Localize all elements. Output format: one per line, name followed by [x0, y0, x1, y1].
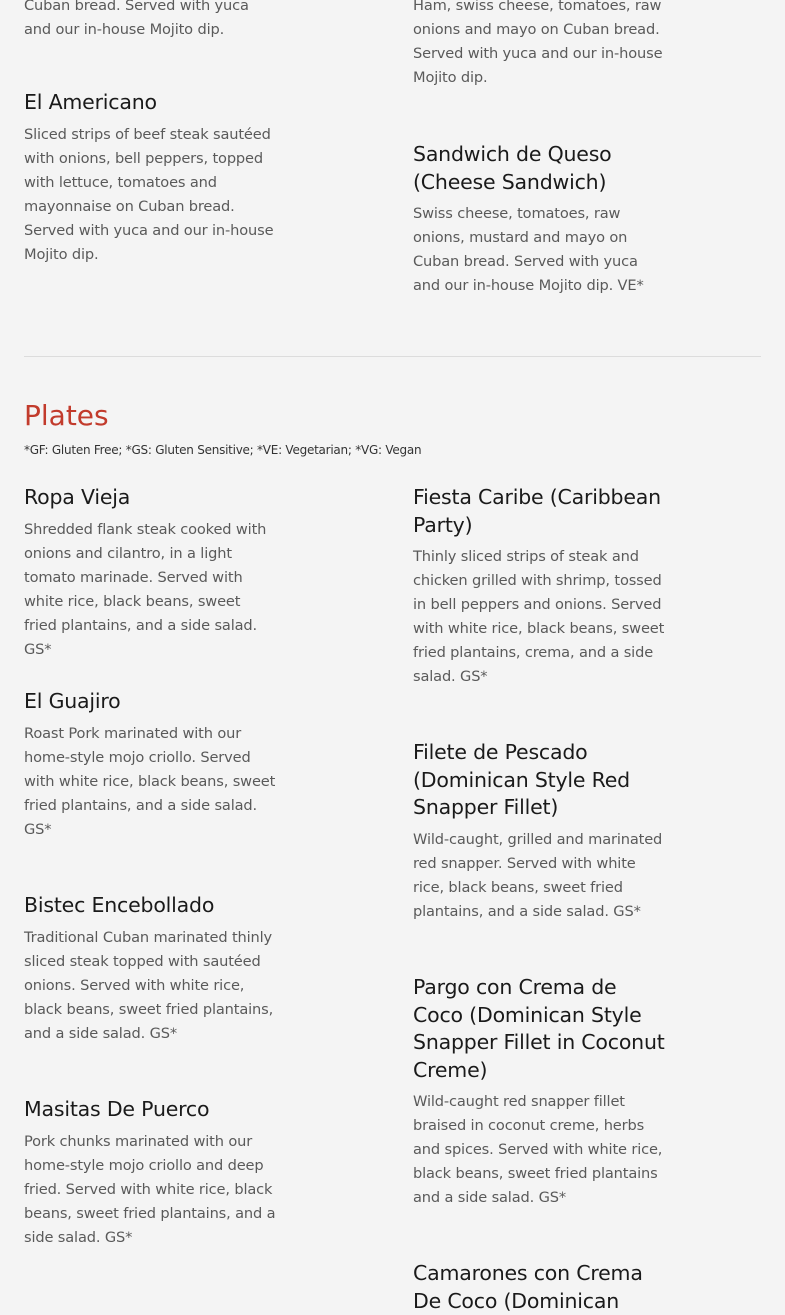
dietary-legend: *GF: Gluten Free; *GS: Gluten Sensitive; *VE: Vegetarian; *VG: Vegan [24, 443, 422, 457]
menu-item-el-guajiro [24, 688, 276, 842]
menu-item-title: Fiesta Caribe (Caribbean Party) [413, 485, 661, 537]
menu-item-title: Filete de Pescado (Dominican Style Red Snapper Fillet) [413, 740, 630, 819]
menu-item-description: Wild-caught, grilled and marinated red snapper. Served with white rice, black beans, sweet fried plantains, and a side salad. GS* [413, 830, 663, 920]
menu-item-description: Roast Pork marinated with our home-style mojo criollo. Served with white rice, black beans, sweet fried plantains, and a side salad. GS* [24, 724, 276, 838]
section-title-plates: Plates [24, 399, 109, 432]
menu-item-sandwich-de-queso [413, 141, 665, 298]
menu-item-title: Masitas De Puerco [24, 1097, 210, 1121]
menu-item-description: Shredded flank steak cooked with onions and cilantro, in a light tomato marinade. Served with white rice, black beans, sweet fried plantains, and a side salad. GS* [24, 520, 267, 658]
menu-item-description: Thinly sliced strips of steak and chicken grilled with shrimp, tossed in bell peppers and onions. Served with white rice, black beans, sweet fried plantains, crema, and a side salad. GS* [413, 548, 665, 685]
menu-item-description: Wild-caught red snapper fillet braised in coconut creme, herbs and spices. Served with white rice, black beans, sweet fried plantains and a side salad. GS* [413, 1093, 663, 1206]
menu-item-title: Camarones con Crema De Coco (Dominican [413, 1261, 643, 1313]
menu-item-bistec-encebollado [24, 892, 276, 1046]
menu-item-description: Sliced strips of beef steak sautéed with onions, bell peppers, topped with lettuce, tomatoes and mayonnaise on Cuban bread. Served with yuca and our in-house Mojito dip. [24, 125, 274, 263]
menu-item-title: Pargo con Crema de Coco (Dominican Style Snapper Fillet in Coconut Creme) [413, 975, 665, 1082]
menu-item-masitas-de-puerco [24, 1096, 276, 1250]
menu-item-title: El Guajiro [24, 689, 121, 713]
menu-item-pargo-con-crema [413, 974, 665, 1210]
menu-item-ropa-vieja [24, 484, 276, 662]
menu-item-description: Swiss cheese, tomatoes, raw onions, mustard and mayo on Cuban bread. Served with yuca and our in-house Mojito dip. VE* [413, 205, 644, 294]
menu-item-partial-left [24, 0, 276, 42]
menu-item-title: Bistec Encebollado [24, 893, 215, 917]
menu-item-fiesta-caribe [413, 484, 665, 689]
menu-item-title: Sandwich de Queso (Cheese Sandwich) [413, 142, 612, 194]
menu-item-title: Ropa Vieja [24, 485, 131, 509]
menu-item-camarones-con-crema [413, 1260, 665, 1315]
section-divider [24, 356, 761, 357]
menu-item-el-americano [24, 89, 276, 267]
menu-item-partial-right [413, 0, 665, 90]
menu-item-description: Cuban bread. Served with yuca and our in-house Mojito dip. [24, 0, 249, 38]
menu-item-description: Traditional Cuban marinated thinly sliced steak topped with sautéed onions. Served with white rice, black beans, sweet fried plantains, and a side salad. GS* [24, 928, 274, 1042]
menu-item-description: Ham, swiss cheese, tomatoes, raw onions and mayo on Cuban bread. Served with yuca and our in-house Mojito dip. [413, 0, 663, 86]
menu-item-title: El Americano [24, 90, 157, 114]
menu-item-description: Pork chunks marinated with our home-style mojo criollo and deep fried. Served with white rice, black beans, sweet fried plantains, and a side salad. GS* [24, 1132, 276, 1246]
menu-item-filete-de-pescado [413, 739, 665, 924]
